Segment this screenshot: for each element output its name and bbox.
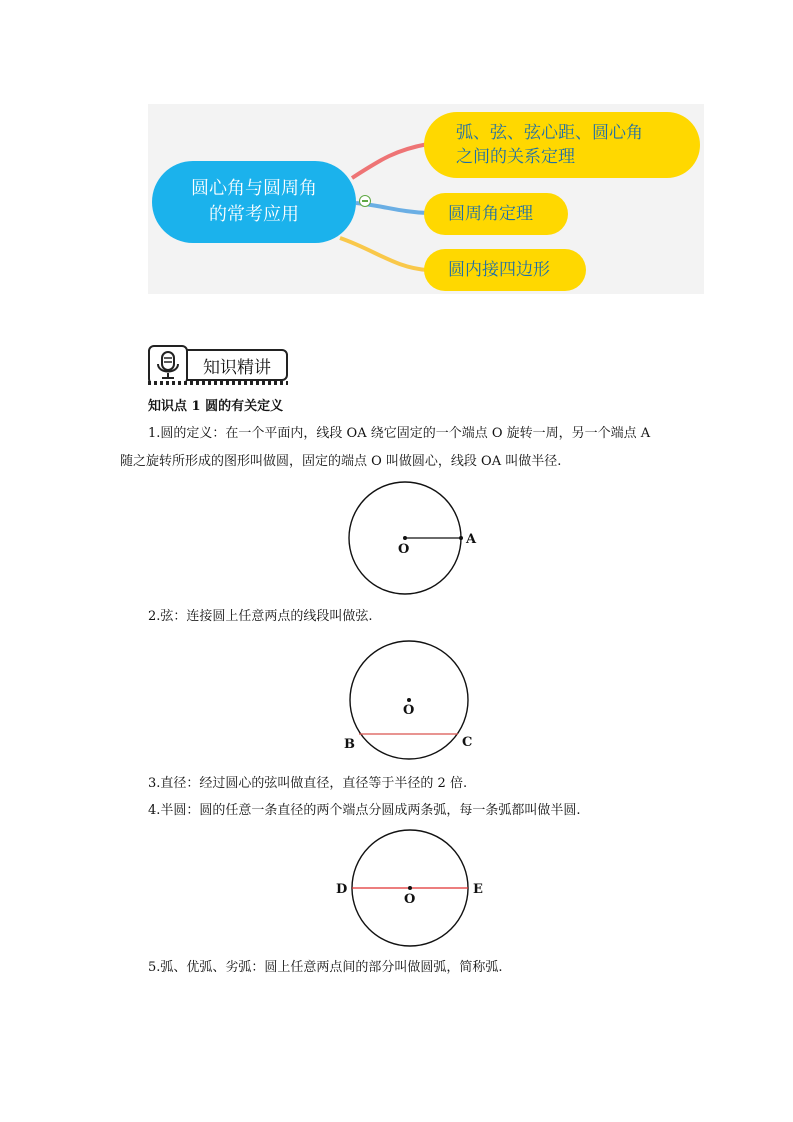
banner-stripe xyxy=(148,381,288,385)
connector-branch-3 xyxy=(340,238,428,270)
figure-diameter-label-d: D xyxy=(336,882,348,897)
figure-chord-label-o: O xyxy=(403,703,415,718)
figure-radius-label-o: O xyxy=(398,542,410,557)
figure-radius-label-a: A xyxy=(466,532,477,547)
connector-branch-1 xyxy=(352,144,428,178)
section-banner xyxy=(148,345,288,385)
figure-diameter-label-o: O xyxy=(404,892,416,907)
branch-1-line1: 弧、弦、弦心距、圆心角 xyxy=(456,123,643,143)
branch-3-label: 圆内接四边形 xyxy=(448,260,550,280)
branch-1-line2: 之间的关系定理 xyxy=(456,147,575,167)
definition-diameter: 3.直径：经过圆心的弦叫做直径，直径等于半径的 2 倍. xyxy=(148,776,468,791)
definition-chord: 2.弦：连接圆上任意两点的线段叫做弦. xyxy=(148,609,373,624)
center-node-line2: 的常考应用 xyxy=(209,204,299,225)
definition-circle-line2: 随之旋转所形成的图形叫做圆，固定的端点 O 叫做圆心，线段 OA 叫做半径. xyxy=(120,454,562,469)
mindmap-branch-relations xyxy=(424,112,700,178)
microphone-icon xyxy=(150,347,186,383)
banner-label: 知识精讲 xyxy=(186,349,288,381)
knowledge-heading: 知识点 1 圆的有关定义 xyxy=(148,399,284,414)
figure-diameter-label-e: E xyxy=(473,882,483,897)
center-node-line1: 圆心角与圆周角 xyxy=(191,178,317,199)
definition-semicircle: 4.半圆：圆的任意一条直径的两个端点分圆成两条弧，每一条弧都叫做半圆. xyxy=(148,803,581,818)
mindmap-branch-cyclic-quadrilateral xyxy=(424,249,586,291)
mindmap-branch-inscribed-angle xyxy=(424,193,568,235)
collapse-toggle-icon[interactable] xyxy=(359,195,371,207)
banner-icon-box xyxy=(148,345,188,385)
branch-2-label: 圆周角定理 xyxy=(448,204,533,224)
mindmap-center-node xyxy=(152,161,356,243)
definition-circle-line1: 1.圆的定义：在一个平面内，线段 OA 绕它固定的一个端点 O 旋转一周，另一个端点 A xyxy=(148,426,651,441)
figure-chord-label-c: C xyxy=(462,735,473,750)
definition-arc: 5.弧、优弧、劣弧：圆上任意两点间的部分叫做圆弧，简称弧. xyxy=(148,960,503,975)
figure-chord-label-b: B xyxy=(344,737,355,752)
